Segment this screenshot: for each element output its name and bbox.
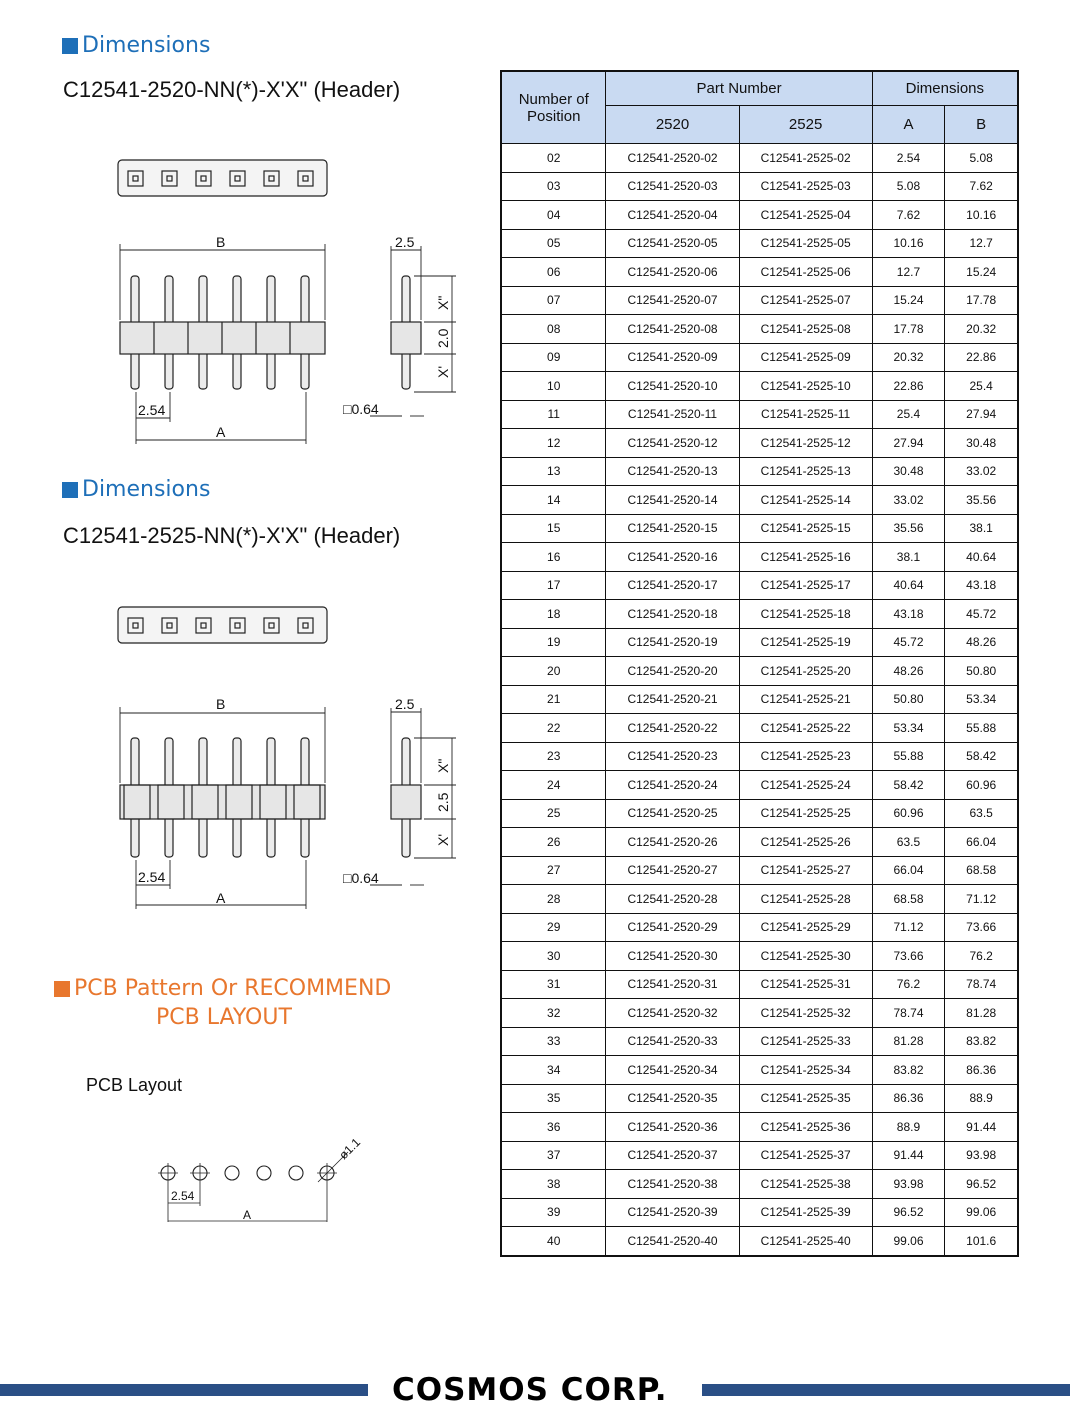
- cell-part-2520: C12541-2520-19: [606, 628, 739, 657]
- cell-position: 30: [501, 942, 606, 971]
- cell-dim-b: 68.58: [945, 856, 1018, 885]
- table-row: [501, 144, 1018, 173]
- cell-position: 34: [501, 1056, 606, 1085]
- cell-dim-a: 25.4: [872, 400, 945, 429]
- cell-part-2520: C12541-2520-17: [606, 571, 739, 600]
- col-header-a: A: [872, 106, 945, 144]
- cell-part-2525: C12541-2525-18: [739, 600, 872, 629]
- table-row: [501, 1198, 1018, 1227]
- cell-dim-b: 101.6: [945, 1227, 1018, 1256]
- cell-part-2525: C12541-2525-38: [739, 1170, 872, 1199]
- cell-dim-a: 50.80: [872, 685, 945, 714]
- cell-dim-a: 15.24: [872, 286, 945, 315]
- col-header-part-number: Part Number: [606, 71, 872, 106]
- cell-dim-b: 38.1: [945, 514, 1018, 543]
- cell-part-2525: C12541-2525-28: [739, 885, 872, 914]
- cell-position: 31: [501, 970, 606, 999]
- cell-part-2520: C12541-2520-08: [606, 315, 739, 344]
- cell-part-2520: C12541-2520-25: [606, 799, 739, 828]
- table-row: [501, 913, 1018, 942]
- cell-part-2525: C12541-2525-27: [739, 856, 872, 885]
- side-view: [391, 738, 421, 857]
- cell-dim-b: 45.72: [945, 600, 1018, 629]
- cell-part-2525: C12541-2525-05: [739, 229, 872, 258]
- cell-part-2525: C12541-2525-13: [739, 457, 872, 486]
- cell-part-2525: C12541-2525-26: [739, 828, 872, 857]
- section-title-dimensions-1: [62, 33, 210, 58]
- cell-position: 27: [501, 856, 606, 885]
- cell-part-2520: C12541-2520-10: [606, 372, 739, 401]
- col-header-position: Number of Position: [501, 71, 606, 144]
- table-row: [501, 856, 1018, 885]
- cell-position: 13: [501, 457, 606, 486]
- cell-dim-b: 58.42: [945, 742, 1018, 771]
- cell-part-2525: C12541-2525-36: [739, 1113, 872, 1142]
- cell-part-2520: C12541-2520-36: [606, 1113, 739, 1142]
- cell-position: 25: [501, 799, 606, 828]
- section-bullet: [62, 482, 78, 498]
- dim-label-b: B: [216, 696, 226, 712]
- cell-part-2525: C12541-2525-24: [739, 771, 872, 800]
- cell-part-2525: C12541-2525-09: [739, 343, 872, 372]
- cell-dim-a: 20.32: [872, 343, 945, 372]
- cell-dim-a: 81.28: [872, 1027, 945, 1056]
- cell-dim-b: 25.4: [945, 372, 1018, 401]
- cell-dim-b: 22.86: [945, 343, 1018, 372]
- cell-position: 04: [501, 201, 606, 230]
- table-row: [501, 942, 1018, 971]
- table-row: [501, 1113, 1018, 1142]
- cell-part-2525: C12541-2525-19: [739, 628, 872, 657]
- cell-part-2525: C12541-2525-16: [739, 543, 872, 572]
- pcb-layout-label: PCB Layout: [86, 1075, 183, 1095]
- cell-part-2525: C12541-2525-29: [739, 913, 872, 942]
- cell-dim-a: 30.48: [872, 457, 945, 486]
- cell-dim-b: 93.98: [945, 1141, 1018, 1170]
- cell-dim-b: 48.26: [945, 628, 1018, 657]
- table-row: [501, 201, 1018, 230]
- dim-label-mid: 2.5: [435, 792, 451, 812]
- table-row: [501, 742, 1018, 771]
- dim-label-a: A: [216, 890, 226, 906]
- part-number-table: [500, 70, 1019, 1257]
- cell-part-2525: C12541-2525-20: [739, 657, 872, 686]
- cell-part-2520: C12541-2520-02: [606, 144, 739, 173]
- cell-position: 06: [501, 258, 606, 287]
- cell-part-2525: C12541-2525-17: [739, 571, 872, 600]
- cell-dim-a: 40.64: [872, 571, 945, 600]
- cell-part-2520: C12541-2520-09: [606, 343, 739, 372]
- footer-bar-left: [0, 1384, 368, 1396]
- cell-part-2520: C12541-2520-21: [606, 685, 739, 714]
- cell-position: 08: [501, 315, 606, 344]
- side-view: [391, 276, 421, 389]
- section-title-text: PCB Pattern Or RECOMMEND: [74, 976, 392, 1001]
- cell-part-2525: C12541-2525-03: [739, 172, 872, 201]
- table-row: [501, 970, 1018, 999]
- cell-position: 26: [501, 828, 606, 857]
- cell-position: 29: [501, 913, 606, 942]
- table-row: [501, 172, 1018, 201]
- cell-position: 39: [501, 1198, 606, 1227]
- cell-dim-a: 83.82: [872, 1056, 945, 1085]
- front-view: [120, 738, 325, 857]
- section-title-dimensions-2: [62, 477, 210, 502]
- dim-label-x-single: X': [435, 365, 451, 378]
- cell-dim-a: 66.04: [872, 856, 945, 885]
- cell-position: 20: [501, 657, 606, 686]
- cell-part-2520: C12541-2520-24: [606, 771, 739, 800]
- header-drawing-2525: [100, 598, 480, 918]
- cell-position: 22: [501, 714, 606, 743]
- cell-dim-a: 12.7: [872, 258, 945, 287]
- cell-part-2525: C12541-2525-02: [739, 144, 872, 173]
- cell-part-2520: C12541-2520-13: [606, 457, 739, 486]
- table-row: [501, 343, 1018, 372]
- cell-dim-a: 35.56: [872, 514, 945, 543]
- cell-dim-b: 96.52: [945, 1170, 1018, 1199]
- cell-position: 07: [501, 286, 606, 315]
- table-row: [501, 372, 1018, 401]
- cell-dim-b: 66.04: [945, 828, 1018, 857]
- cell-part-2520: C12541-2520-23: [606, 742, 739, 771]
- cell-position: 02: [501, 144, 606, 173]
- table-row: [501, 258, 1018, 287]
- model-title-2525: C12541-2525-NN(*)-X'X" (Header): [63, 523, 401, 548]
- pcb-pitch-label: 2.54: [171, 1189, 195, 1203]
- cell-part-2520: C12541-2520-35: [606, 1084, 739, 1113]
- cell-dim-b: 53.34: [945, 685, 1018, 714]
- cell-part-2520: C12541-2520-16: [606, 543, 739, 572]
- col-header-2525: 2525: [739, 106, 872, 144]
- cell-part-2525: C12541-2525-15: [739, 514, 872, 543]
- cell-part-2525: C12541-2525-07: [739, 286, 872, 315]
- cell-dim-a: 93.98: [872, 1170, 945, 1199]
- company-name: COSMOS CORP.: [392, 1372, 668, 1408]
- cell-position: 23: [501, 742, 606, 771]
- cell-position: 36: [501, 1113, 606, 1142]
- cell-dim-b: 63.5: [945, 799, 1018, 828]
- table-row: [501, 771, 1018, 800]
- cell-part-2520: C12541-2520-32: [606, 999, 739, 1028]
- hole-3: [225, 1166, 239, 1180]
- cell-part-2520: C12541-2520-03: [606, 172, 739, 201]
- col-header-dimensions: Dimensions: [872, 71, 1018, 106]
- cell-position: 35: [501, 1084, 606, 1113]
- cell-dim-b: 76.2: [945, 942, 1018, 971]
- cell-dim-b: 15.24: [945, 258, 1018, 287]
- cell-part-2525: C12541-2525-08: [739, 315, 872, 344]
- table-row: [501, 543, 1018, 572]
- table-body: [501, 144, 1018, 1256]
- cell-part-2520: C12541-2520-33: [606, 1027, 739, 1056]
- table-row: [501, 799, 1018, 828]
- cell-part-2525: C12541-2525-30: [739, 942, 872, 971]
- cell-dim-a: 88.9: [872, 1113, 945, 1142]
- cell-position: 21: [501, 685, 606, 714]
- cell-part-2520: C12541-2520-27: [606, 856, 739, 885]
- cell-dim-b: 10.16: [945, 201, 1018, 230]
- cell-dim-b: 35.56: [945, 486, 1018, 515]
- table-row: [501, 1084, 1018, 1113]
- cell-part-2520: C12541-2520-29: [606, 913, 739, 942]
- dim-label-a: A: [216, 424, 226, 440]
- cell-part-2520: C12541-2520-38: [606, 1170, 739, 1199]
- cell-position: 17: [501, 571, 606, 600]
- cell-position: 05: [501, 229, 606, 258]
- cell-dim-b: 60.96: [945, 771, 1018, 800]
- table-row: [501, 486, 1018, 515]
- cell-dim-a: 60.96: [872, 799, 945, 828]
- cell-part-2520: C12541-2520-15: [606, 514, 739, 543]
- dim-label-pin: □0.64: [343, 401, 379, 417]
- cell-dim-b: 7.62: [945, 172, 1018, 201]
- cell-part-2520: C12541-2520-31: [606, 970, 739, 999]
- cell-part-2525: C12541-2525-04: [739, 201, 872, 230]
- table-row: [501, 657, 1018, 686]
- cell-dim-a: 45.72: [872, 628, 945, 657]
- dim-label-pitch: 2.54: [138, 869, 166, 885]
- cell-dim-a: 33.02: [872, 486, 945, 515]
- table-row: [501, 457, 1018, 486]
- cell-position: 09: [501, 343, 606, 372]
- cell-position: 11: [501, 400, 606, 429]
- cell-part-2520: C12541-2520-34: [606, 1056, 739, 1085]
- header-drawing-2520: [100, 150, 480, 450]
- cell-dim-a: 71.12: [872, 913, 945, 942]
- cell-dim-a: 58.42: [872, 771, 945, 800]
- cell-part-2525: C12541-2525-22: [739, 714, 872, 743]
- cell-part-2520: C12541-2520-40: [606, 1227, 739, 1256]
- cell-position: 18: [501, 600, 606, 629]
- table-row: [501, 828, 1018, 857]
- cell-dim-b: 71.12: [945, 885, 1018, 914]
- cell-dim-a: 5.08: [872, 172, 945, 201]
- hole-4: [257, 1166, 271, 1180]
- cell-dim-a: 99.06: [872, 1227, 945, 1256]
- cell-part-2520: C12541-2520-12: [606, 429, 739, 458]
- cell-position: 16: [501, 543, 606, 572]
- footer-bar-right: [702, 1384, 1070, 1396]
- table-row: [501, 571, 1018, 600]
- pcb-a-label: A: [243, 1208, 252, 1222]
- cell-part-2525: C12541-2525-14: [739, 486, 872, 515]
- cell-dim-a: 86.36: [872, 1084, 945, 1113]
- cell-dim-a: 63.5: [872, 828, 945, 857]
- cell-part-2525: C12541-2525-31: [739, 970, 872, 999]
- table-row: [501, 685, 1018, 714]
- table-row: [501, 1227, 1018, 1256]
- section-title-text: Dimensions: [82, 477, 211, 502]
- cell-dim-a: 22.86: [872, 372, 945, 401]
- cell-dim-b: 40.64: [945, 543, 1018, 572]
- cell-dim-a: 48.26: [872, 657, 945, 686]
- cell-dim-b: 43.18: [945, 571, 1018, 600]
- top-view: [118, 160, 327, 196]
- cell-dim-a: 76.2: [872, 970, 945, 999]
- cell-position: 15: [501, 514, 606, 543]
- table-row: [501, 1056, 1018, 1085]
- cell-dim-a: 96.52: [872, 1198, 945, 1227]
- cell-part-2520: C12541-2520-18: [606, 600, 739, 629]
- cell-position: 32: [501, 999, 606, 1028]
- cell-dim-a: 73.66: [872, 942, 945, 971]
- cell-dim-b: 55.88: [945, 714, 1018, 743]
- dim-label-pitch: 2.54: [138, 402, 166, 418]
- dim-label-x-double: X": [435, 295, 451, 310]
- cell-part-2525: C12541-2525-23: [739, 742, 872, 771]
- table-row: [501, 885, 1018, 914]
- cell-part-2525: C12541-2525-11: [739, 400, 872, 429]
- cell-position: 37: [501, 1141, 606, 1170]
- cell-dim-b: 33.02: [945, 457, 1018, 486]
- cell-dim-b: 17.78: [945, 286, 1018, 315]
- cell-dim-a: 2.54: [872, 144, 945, 173]
- cell-part-2525: C12541-2525-35: [739, 1084, 872, 1113]
- cell-dim-b: 91.44: [945, 1113, 1018, 1142]
- cell-position: 14: [501, 486, 606, 515]
- table-row: [501, 514, 1018, 543]
- table-row: [501, 714, 1018, 743]
- cell-part-2520: C12541-2520-04: [606, 201, 739, 230]
- cell-dim-a: 53.34: [872, 714, 945, 743]
- section-title-pcb-line2: PCB LAYOUT: [156, 1005, 292, 1030]
- top-view: [118, 607, 327, 643]
- cell-dim-b: 50.80: [945, 657, 1018, 686]
- cell-dim-b: 27.94: [945, 400, 1018, 429]
- cell-part-2525: C12541-2525-21: [739, 685, 872, 714]
- cell-dim-b: 12.7: [945, 229, 1018, 258]
- model-title-2520: C12541-2520-NN(*)-X'X" (Header): [63, 77, 401, 102]
- cell-position: 38: [501, 1170, 606, 1199]
- cell-dim-b: 81.28: [945, 999, 1018, 1028]
- table-row: [501, 600, 1018, 629]
- cell-dim-a: 55.88: [872, 742, 945, 771]
- cell-part-2520: C12541-2520-26: [606, 828, 739, 857]
- cell-part-2520: C12541-2520-37: [606, 1141, 739, 1170]
- table-row: [501, 1027, 1018, 1056]
- cell-dim-b: 20.32: [945, 315, 1018, 344]
- cell-part-2525: C12541-2525-06: [739, 258, 872, 287]
- front-view: [120, 276, 325, 389]
- cell-part-2525: C12541-2525-32: [739, 999, 872, 1028]
- cell-part-2520: C12541-2520-30: [606, 942, 739, 971]
- hole-diameter-label: ø1.1: [336, 1135, 364, 1163]
- cell-dim-a: 17.78: [872, 315, 945, 344]
- cell-dim-a: 91.44: [872, 1141, 945, 1170]
- dim-label-width: 2.5: [395, 696, 415, 712]
- cell-position: 40: [501, 1227, 606, 1256]
- cell-part-2520: C12541-2520-20: [606, 657, 739, 686]
- table-row: [501, 1170, 1018, 1199]
- cell-part-2525: C12541-2525-33: [739, 1027, 872, 1056]
- hole-5: [289, 1166, 303, 1180]
- cell-part-2520: C12541-2520-39: [606, 1198, 739, 1227]
- cell-dim-b: 99.06: [945, 1198, 1018, 1227]
- dim-label-x-double: X": [435, 758, 451, 773]
- cell-part-2520: C12541-2520-06: [606, 258, 739, 287]
- col-header-2520: 2520: [606, 106, 739, 144]
- section-title-pcb: [54, 976, 391, 1001]
- cell-part-2520: C12541-2520-22: [606, 714, 739, 743]
- dim-label-pin: □0.64: [343, 870, 379, 886]
- cell-dim-a: 10.16: [872, 229, 945, 258]
- cell-part-2520: C12541-2520-28: [606, 885, 739, 914]
- cell-part-2520: C12541-2520-11: [606, 400, 739, 429]
- cell-position: 03: [501, 172, 606, 201]
- dim-label-x-single: X': [435, 833, 451, 846]
- cell-dim-a: 78.74: [872, 999, 945, 1028]
- cell-dim-a: 27.94: [872, 429, 945, 458]
- table-row: [501, 286, 1018, 315]
- cell-position: 24: [501, 771, 606, 800]
- table-row: [501, 429, 1018, 458]
- cell-dim-b: 30.48: [945, 429, 1018, 458]
- table-row: [501, 628, 1018, 657]
- cell-dim-b: 5.08: [945, 144, 1018, 173]
- cell-part-2525: C12541-2525-40: [739, 1227, 872, 1256]
- col-header-b: B: [945, 106, 1018, 144]
- cell-part-2525: C12541-2525-34: [739, 1056, 872, 1085]
- cell-dim-a: 68.58: [872, 885, 945, 914]
- cell-part-2520: C12541-2520-14: [606, 486, 739, 515]
- cell-position: 28: [501, 885, 606, 914]
- table-row: [501, 229, 1018, 258]
- cell-dim-a: 38.1: [872, 543, 945, 572]
- cell-position: 19: [501, 628, 606, 657]
- cell-dim-b: 83.82: [945, 1027, 1018, 1056]
- cell-position: 33: [501, 1027, 606, 1056]
- section-bullet: [54, 981, 70, 997]
- cell-position: 10: [501, 372, 606, 401]
- cell-part-2520: C12541-2520-05: [606, 229, 739, 258]
- table-row: [501, 999, 1018, 1028]
- section-bullet: [62, 38, 78, 54]
- cell-dim-a: 43.18: [872, 600, 945, 629]
- cell-part-2525: C12541-2525-10: [739, 372, 872, 401]
- cell-part-2525: C12541-2525-39: [739, 1198, 872, 1227]
- cell-part-2525: C12541-2525-25: [739, 799, 872, 828]
- cell-position: 12: [501, 429, 606, 458]
- cell-dim-b: 86.36: [945, 1056, 1018, 1085]
- cell-part-2525: C12541-2525-12: [739, 429, 872, 458]
- cell-dim-b: 78.74: [945, 970, 1018, 999]
- dim-label-width: 2.5: [395, 234, 415, 250]
- table-row: [501, 400, 1018, 429]
- table-row: [501, 1141, 1018, 1170]
- dim-label-b: B: [216, 234, 226, 250]
- section-title-text: Dimensions: [82, 33, 211, 58]
- cell-dim-a: 7.62: [872, 201, 945, 230]
- cell-dim-b: 73.66: [945, 913, 1018, 942]
- dim-label-mid: 2.0: [435, 328, 451, 348]
- table-row: [501, 315, 1018, 344]
- cell-dim-b: 88.9: [945, 1084, 1018, 1113]
- pcb-layout-drawing: [140, 1120, 380, 1230]
- cell-part-2525: C12541-2525-37: [739, 1141, 872, 1170]
- cell-part-2520: C12541-2520-07: [606, 286, 739, 315]
